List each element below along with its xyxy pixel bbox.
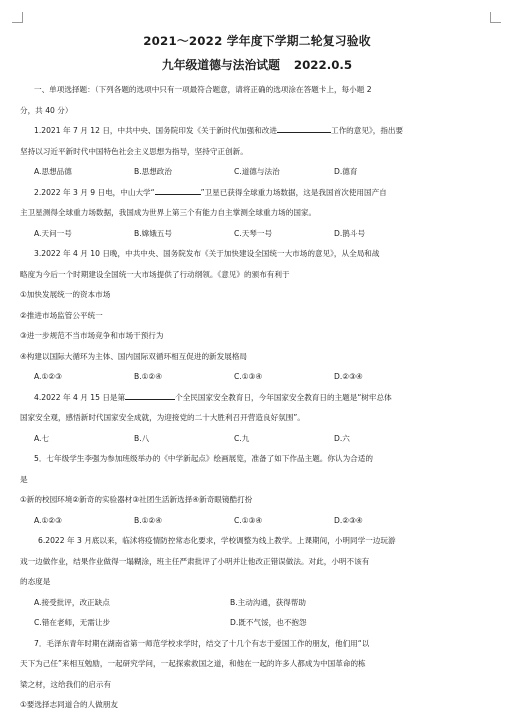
exam-title: 2021～2022 学年度下学期二轮复习验收 — [143, 34, 371, 48]
answer-blank — [277, 124, 331, 133]
option-a: A.天问一号 — [34, 228, 72, 238]
option-c: C.①③④ — [234, 515, 263, 525]
section-heading-cont: 分，共 40 分） — [20, 105, 73, 115]
question-1-stem: 1.2021 年 7 月 12 日，中共中央、国务院印发《关于新时代加强和改进 工作的意见》，指出要 — [34, 126, 404, 135]
option-b: B.嫦娥五号 — [134, 228, 172, 238]
question-2-options — [20, 224, 494, 245]
option-d: D.既不气馁，也不抱怨 — [230, 618, 307, 627]
answer-blank — [125, 391, 175, 400]
question-2-stem: 2.2022 年 3 月 9 日电，中山大学“ ”卫星已获得全球重力场数据，这是我国首次使用国产自 — [34, 187, 387, 197]
question-3-stem: 3.2022 年 4 月 10 日晚，中共中央、国务院发布《关于加快建设全国统一大市场的意见》，从全局和战 — [34, 249, 380, 258]
crop-mark-top-left — [12, 12, 23, 23]
question-2-stem-cont: 主卫星测得全球重力场数据，我国成为世界上第三个有能力自主掌测全球重力场的国家。 — [20, 208, 317, 217]
question-3-stem-cont: 略度为今后一个时期建设全国统一大市场提供了行动纲领。《意见》的颁布有利于 — [20, 269, 290, 279]
option-b: B.①②④ — [134, 515, 163, 525]
option-a: A.七 — [34, 433, 50, 443]
question-4-stem: 4.2022 年 4 月 15 日是第 个全民国家安全教育日，今年国家安全教育日的主题是“树牢总体 — [34, 392, 392, 402]
option-d: D.德育 — [334, 167, 358, 176]
question-3-item-2: ②推进市场监管公平统一 — [20, 310, 103, 320]
section-heading: 一、单项选择题：（下列各题的选项中只有一项最符合题意，请将正确的选项涂在答题卡上，每小题 2 — [34, 85, 372, 94]
option-b: B.主动沟通，获得帮助 — [230, 597, 306, 607]
option-d: D.鹊斗号 — [334, 228, 366, 238]
question-6-stem-end: 的态度是 — [20, 577, 51, 586]
question-3-item-4: ④构建以国际大循环为主体、国内国际双循环相互促进的新发展格局 — [20, 351, 248, 361]
question-7-stem: 7．毛泽东青年时期在湖南省第一师范学校求学时，结交了十几个有志于爱国工作的朋友，他们用“以 — [34, 638, 370, 648]
question-3-item-1: ①加快发展统一的资本市场 — [20, 290, 111, 299]
question-6-options-row-1 — [20, 593, 494, 614]
option-b: B.八 — [134, 433, 150, 443]
document-body — [20, 31, 494, 716]
option-a: A.接受批评，改正缺点 — [34, 597, 110, 607]
option-c: C.天琴一号 — [234, 228, 273, 238]
option-c: C.道德与法治 — [234, 167, 280, 176]
option-a: A.思想品德 — [34, 167, 72, 176]
answer-blank — [155, 186, 201, 195]
question-6-options-row-2 — [20, 613, 494, 634]
question-4-options — [20, 429, 494, 450]
subject-title: 九年级道德与法治试题 — [161, 58, 280, 72]
option-b: B.①②④ — [134, 372, 163, 381]
question-3-item-3: ③进一步规范不当市场竞争和市场干预行为 — [20, 331, 164, 340]
question-5-options — [20, 511, 494, 532]
question-5-stem: 5．七年级学生李强为参加班级举办的《中学新起点》绘画展览，准备了如下作品主题。你认为合适的 — [34, 454, 373, 463]
option-d: D.②③④ — [334, 515, 363, 525]
option-d: D.六 — [334, 433, 350, 443]
option-d: D.②③④ — [334, 372, 363, 381]
question-1-stem-cont: 坚持以习近平新时代中国特色社会主义思想为指导，坚持守正创新。 — [20, 146, 248, 156]
exam-subtitle — [20, 56, 494, 75]
exam-date: 2022.0.5 — [293, 58, 353, 72]
option-b: B.思想政治 — [134, 167, 172, 176]
question-5-items: ①新的校园环境②新奇的实验器材③社团生活新选择④新奇眼镜酷打扮 — [20, 495, 253, 504]
option-a: A.①②③ — [34, 515, 62, 525]
question-6-stem-cont: 戏一边做作业，结果作业做得一塌糊涂，班主任严肃批评了小明并让他改正错误做法。对此，小明不该有 — [20, 556, 370, 566]
option-c: C.九 — [234, 433, 250, 443]
question-5-stem-cont: 是 — [20, 474, 28, 484]
option-a: A.①②③ — [34, 372, 62, 381]
question-6-stem: 6.2022 年 3 月底以来，临沭将疫情防控常态化要求，学校调整为线上教学。上课期间，小明同学一边玩游 — [38, 536, 396, 545]
question-7-stem-cont: 天下为己任”来相互勉励，一起研究学问，一起探索救国之道，和他在一起的许多人都成为中国革命的栋 — [20, 659, 366, 668]
question-7-stem-end: 梁之材，这给我们的启示有 — [20, 679, 112, 689]
question-7-item-1: ①要选择志同道合的人做朋友 — [20, 700, 118, 709]
question-1-options — [20, 162, 494, 183]
option-c: C.①③④ — [234, 372, 263, 381]
question-4-stem-cont: 国家安全观，感悟新时代国家安全成就，为迎接党的二十大胜利召开营造良好氛围”。 — [20, 413, 305, 422]
option-c: C.错在老师，无需让步 — [34, 618, 111, 627]
question-3-options — [20, 367, 494, 388]
crop-mark-top-right — [490, 12, 501, 23]
